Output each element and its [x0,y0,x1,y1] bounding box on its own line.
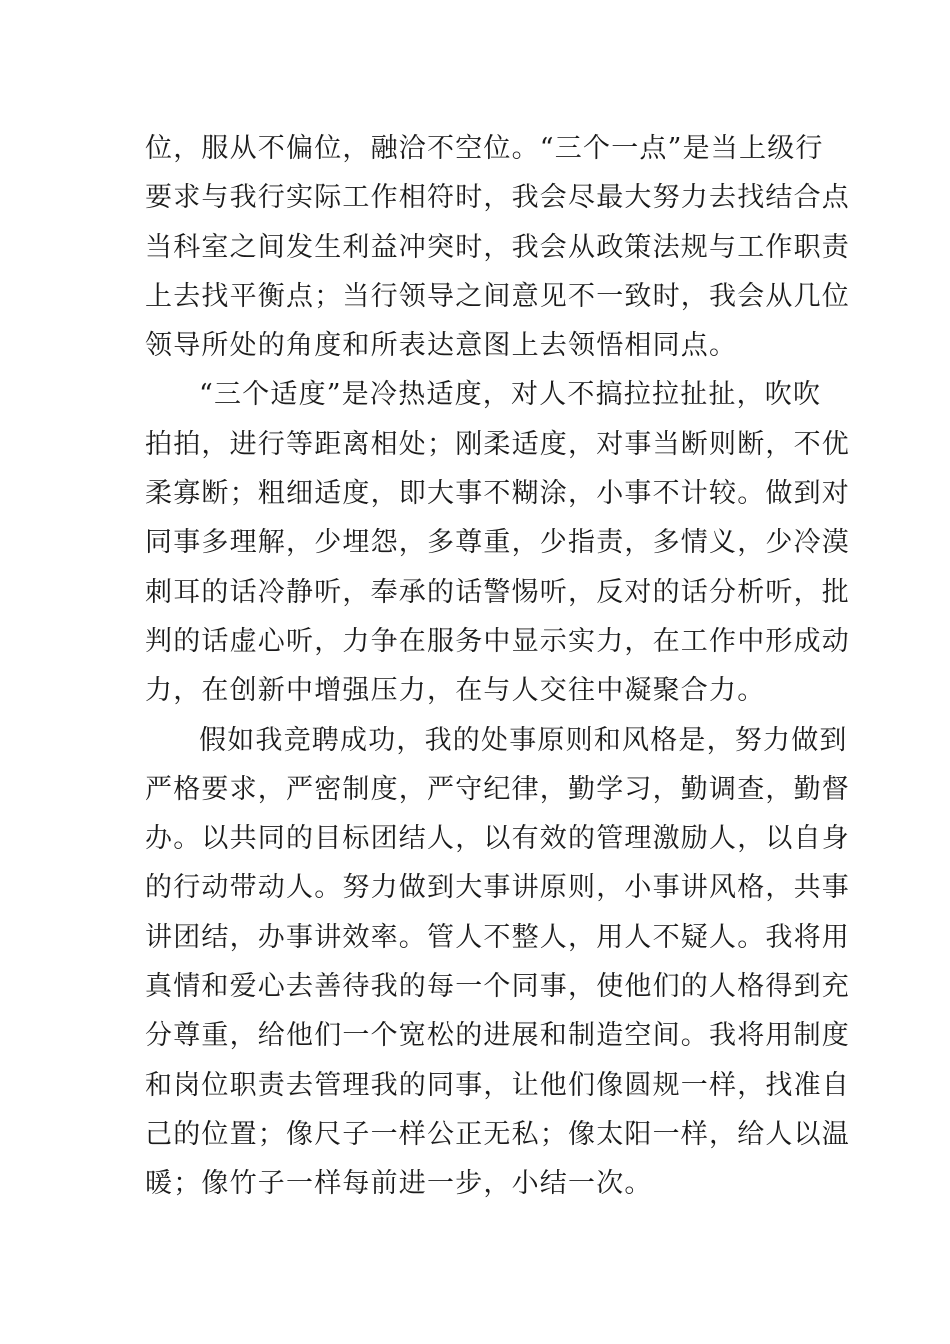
text-line: 上去找平衡点；当行领导之间意见不一致时，我会从几位 [145,280,850,312]
text-line: 力，在创新中增强压力，在与人交往中凝聚合力。 [145,675,766,707]
text-line: 和岗位职责去管理我的同事，让他们像圆规一样，找准自 [145,1069,850,1101]
text-line: 真情和爱心去善待我的每一个同事，使他们的人格得到充 [145,971,850,1003]
text-line: 拍拍，进行等距离相处；刚柔适度，对事当断则断，不优 [145,428,850,460]
text-line: 当科室之间发生利益冲突时，我会从政策法规与工作职责 [145,231,850,263]
document-body [145,124,850,1209]
text-line: 同事多理解，少埋怨，多尊重，少指责，多情义，少冷漠 [145,527,850,559]
text-line: 假如我竞聘成功，我的处事原则和风格是，努力做到 [199,724,848,756]
text-line: 讲团结，办事讲效率。管人不整人，用人不疑人。我将用 [145,921,850,953]
text-line: 己的位置；像尺子一样公正无私；像太阳一样，给人以温 [145,1118,850,1150]
text-line: 严格要求，严密制度，严守纪律，勤学习，勤调查，勤督 [145,773,850,805]
text-line: 办。以共同的目标团结人，以有效的管理激励人，以自身 [145,823,850,855]
text-line: 判的话虚心听，力争在服务中显示实力，在工作中形成动 [145,625,850,657]
text-line: 刺耳的话冷静听，奉承的话警惕听，反对的话分析听，批 [145,576,850,608]
text-line: 柔寡断；粗细适度，即大事不糊涂，小事不计较。做到对 [145,478,850,510]
text-line: 领导所处的角度和所表达意图上去领悟相同点。 [145,330,738,362]
text-line: 分尊重，给他们一个宽松的进展和制造空间。我将用制度 [145,1020,850,1052]
text-line: 要求与我行实际工作相符时，我会尽最大努力去找结合点 [145,182,850,214]
text-line: 的行动带动人。努力做到大事讲原则，小事讲风格，共事 [145,872,850,904]
text-line: 位，服从不偏位，融洽不空位。“三个一点”是当上级行 [145,133,824,164]
text-line: 暖；像竹子一样每前进一步，小结一次。 [145,1168,653,1200]
text-line: “三个适度”是冷热适度，对人不搞拉拉扯扯，吹吹 [199,379,822,411]
